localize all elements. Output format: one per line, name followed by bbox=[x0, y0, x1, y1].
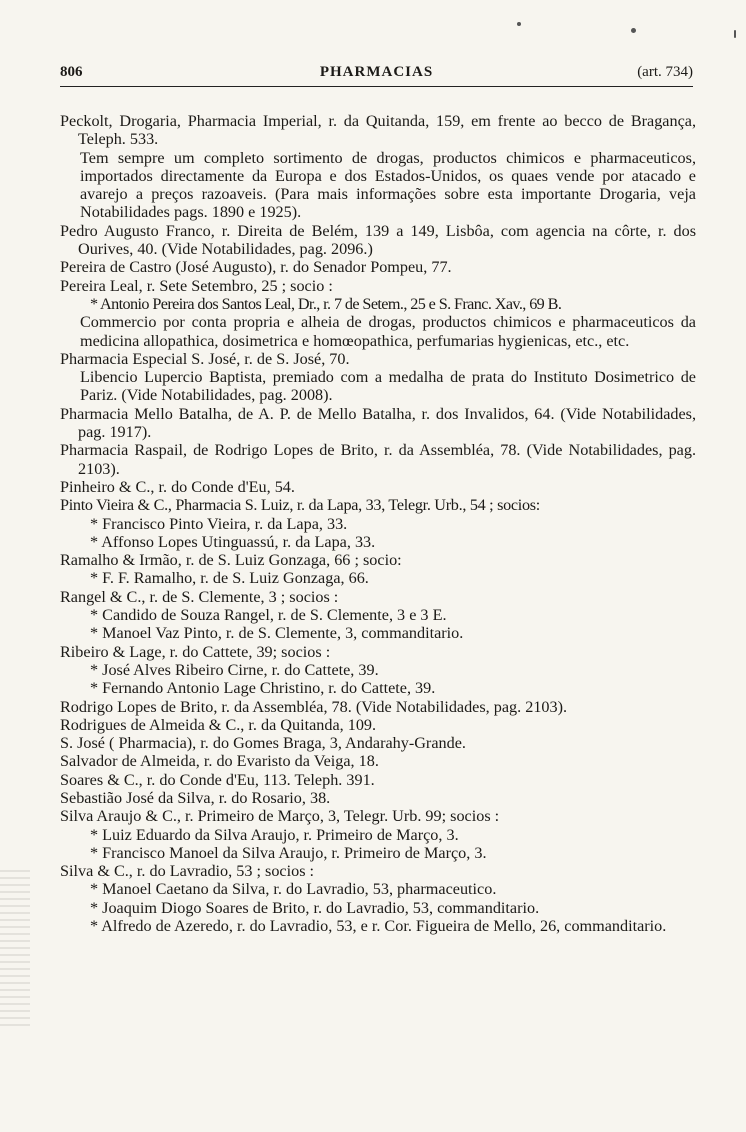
entry-pereira-castro: Pereira de Castro (José Augusto), r. do Senador Pompeu, 77. bbox=[60, 258, 452, 277]
entry-main: Rangel & C., r. de S. Clemente, 3 ; socios : bbox=[60, 587, 339, 606]
partner-line: * Affonso Lopes Utinguassú, r. da Lapa, 33. bbox=[90, 532, 376, 551]
partner-line: * Luiz Eduardo da Silva Araujo, r. Primeiro de Março, 3. bbox=[90, 825, 459, 844]
entry-silva-c bbox=[60, 862, 696, 935]
partner-line: * F. F. Ramalho, r. de S. Luiz Gonzaga, 66. bbox=[90, 569, 369, 588]
section-reference: (art. 734) bbox=[637, 64, 693, 80]
entry-main: Peckolt, Drogaria, Pharmacia Imperial, r. da Quitanda, 159, em frente ao becco de Bragança, Teleph. 533. bbox=[60, 112, 696, 149]
partner-line: * Alfredo de Azeredo, r. do Lavradio, 53, e r. Cor. Figueira de Mello, 26, commanditario. bbox=[90, 917, 667, 936]
entry-s-jose: S. José ( Pharmacia), r. do Gomes Braga, 3, Andarahy-Grande. bbox=[60, 734, 466, 753]
entry-peckolt bbox=[60, 112, 696, 222]
entry-rodrigo-lopes: Rodrigo Lopes de Brito, r. da Assembléa, 78. (Vide Notabilidades, pag. 2103). bbox=[60, 697, 568, 716]
entry-pinto-vieira bbox=[60, 496, 696, 551]
partner-line: * Candido de Souza Rangel, r. de S. Clemente, 3 e 3 E. bbox=[90, 606, 447, 625]
entry-soares: Soares & C., r. do Conde d'Eu, 113. Teleph. 391. bbox=[60, 770, 375, 789]
page-header bbox=[60, 60, 693, 87]
partner-line: * Manoel Caetano da Silva, r. do Lavradio, 53, pharmaceutico. bbox=[90, 880, 497, 899]
entry-salvador: Salvador de Almeida, r. do Evaristo da Veiga, 18. bbox=[60, 752, 379, 771]
entry-main: Silva & C., r. do Lavradio, 53 ; socios : bbox=[60, 862, 315, 881]
entry-description: Libencio Lupercio Baptista, premiado com a medalha de prata do Instituto Dosimetrico de Pariz. (Vide Notabilidades, pag. 2008). bbox=[80, 368, 696, 405]
entry-main: Ribeiro & Lage, r. do Cattete, 39; socios : bbox=[60, 642, 331, 661]
running-title: PHARMACIAS bbox=[319, 64, 434, 80]
ink-speck bbox=[631, 28, 636, 33]
entry-pereira-leal bbox=[60, 277, 696, 350]
entry-main: Ramalho & Irmão, r. de S. Luiz Gonzaga, 66 ; socio: bbox=[60, 551, 402, 570]
entry-main: Silva Araujo & C., r. Primeiro de Março, 3, Telegr. Urb. 99; socios : bbox=[60, 807, 500, 826]
partner-line: * Fernando Antonio Lage Christino, r. do Cattete, 39. bbox=[90, 679, 436, 698]
entry-rodrigues-almeida: Rodrigues de Almeida & C., r. da Quitanda, 109. bbox=[60, 715, 377, 734]
directory-listing bbox=[60, 112, 696, 935]
partner-line: * Francisco Manoel da Silva Araujo, r. Primeiro de Março, 3. bbox=[90, 843, 487, 862]
ink-speck bbox=[734, 30, 736, 38]
ink-speck bbox=[517, 22, 521, 26]
partner-line: * Joaquim Diogo Soares de Brito, r. do Lavradio, 53, commanditario. bbox=[90, 898, 540, 917]
partner-line: * Manoel Vaz Pinto, r. de S. Clemente, 3, commanditario. bbox=[90, 624, 464, 643]
entry-rangel bbox=[60, 588, 696, 643]
entry-ribeiro-lage bbox=[60, 643, 696, 698]
entry-description: Commercio por conta propria e alheia de drogas, productos chimicos e pharmaceuticos da medicina allopathica, dosimetrica e homœopathica, perfumarias hygienicas, etc., etc. bbox=[80, 313, 696, 350]
entry-main: Pereira Leal, r. Sete Setembro, 25 ; socio : bbox=[60, 276, 333, 295]
entry-sebastiao: Sebastião José da Silva, r. do Rosario, 38. bbox=[60, 788, 331, 807]
entry-description: Tem sempre um completo sortimento de drogas, productos chimicos e pharmaceuticos, importados directamente da Europa e dos Estados-Unidos, os quaes vende por atacado e avarejo a preços razoaveis. (Para mais informações sobre esta importante Drogaria, veja Notabilidades pags. 1890 e 1925). bbox=[80, 148, 696, 222]
entry-main: Pinto Vieira & C., Pharmacia S. Luiz, r. da Lapa, 33, Telegr. Urb., 54 ; socios: bbox=[60, 496, 540, 515]
partner-line: * Antonio Pereira dos Santos Leal, Dr., r. 7 de Setem., 25 e S. Franc. Xav., 69 B. bbox=[90, 294, 562, 313]
entry-pinheiro: Pinheiro & C., r. do Conde d'Eu, 54. bbox=[60, 477, 295, 496]
entry-main: Pharmacia Especial S. José, r. de S. José, 70. bbox=[60, 349, 350, 368]
entry-pharmacia-especial bbox=[60, 350, 696, 405]
partner-line: * José Alves Ribeiro Cirne, r. do Cattete, 39. bbox=[90, 660, 379, 679]
partner-line: * Francisco Pinto Vieira, r. da Lapa, 33. bbox=[90, 514, 348, 533]
page-number: 806 bbox=[60, 64, 83, 80]
entry-pedro-augusto: Pedro Augusto Franco, r. Direita de Belém, 139 a 149, Lisbôa, com agencia na côrte, r. dos Ourives, 40. (Vide Notabilidades, pag. 2096.) bbox=[60, 221, 696, 259]
scan-edge-noise bbox=[0, 870, 30, 1030]
entry-ramalho bbox=[60, 551, 696, 588]
entry-pharmacia-mello: Pharmacia Mello Batalha, de A. P. de Mello Batalha, r. dos Invalidos, 64. (Vide Notabilidades, pag. 1917). bbox=[60, 404, 696, 442]
entry-pharmacia-raspail: Pharmacia Raspail, de Rodrigo Lopes de Brito, r. da Assembléa, 78. (Vide Notabilidades, pag. 2103). bbox=[60, 441, 696, 478]
entry-silva-araujo bbox=[60, 807, 696, 862]
